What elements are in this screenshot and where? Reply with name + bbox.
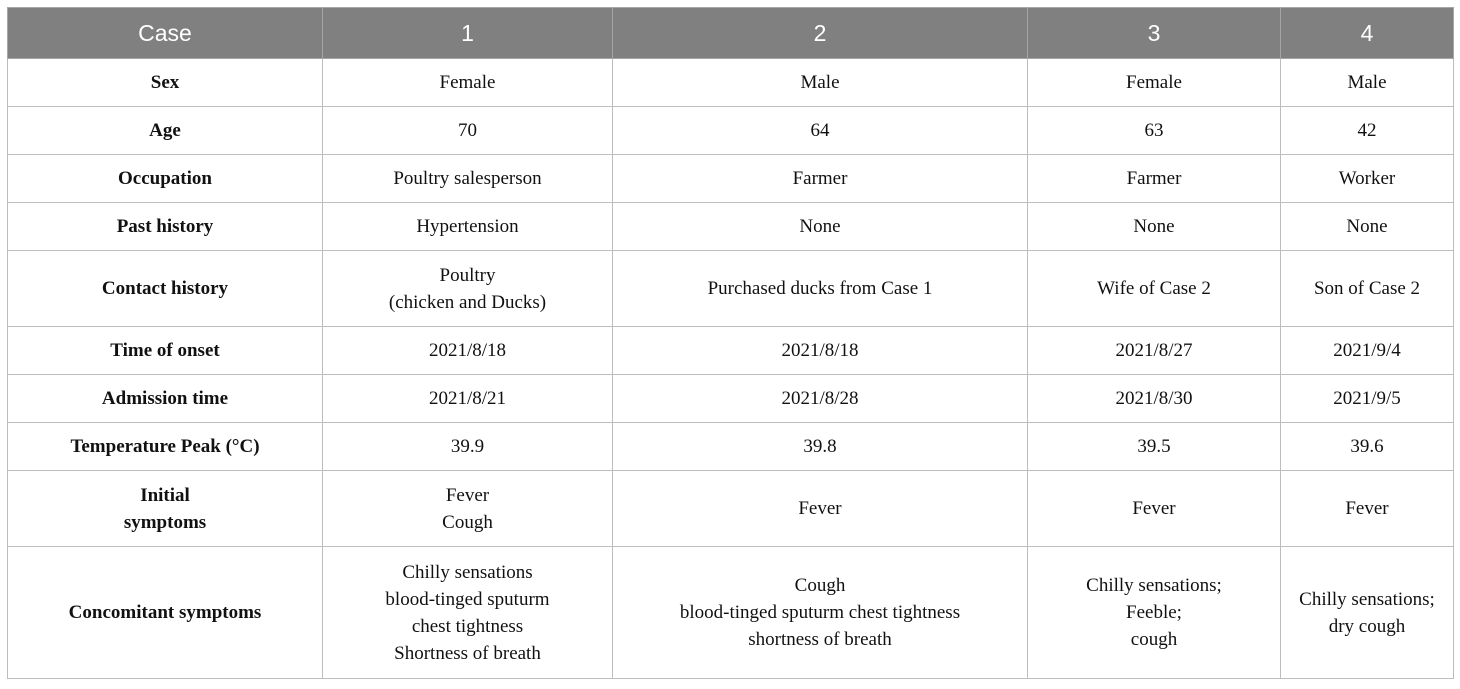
cell-concomitant-symptoms-case-2: Cough blood-tinged sputurm chest tightness shortness of breath xyxy=(613,547,1028,679)
cell-contact-history-case-4: Son of Case 2 xyxy=(1281,251,1454,327)
cell-contact-history-case-3: Wife of Case 2 xyxy=(1028,251,1281,327)
cell-contact-history-case-2: Purchased ducks from Case 1 xyxy=(613,251,1028,327)
row-age xyxy=(8,107,1454,155)
cell-admission-time-case-4: 2021/9/5 xyxy=(1281,375,1454,423)
cell-occupation-case-1: Poultry salesperson xyxy=(323,155,613,203)
cell-occupation-case-4: Worker xyxy=(1281,155,1454,203)
cell-age-case-1: 70 xyxy=(323,107,613,155)
row-past-history xyxy=(8,203,1454,251)
cell-temperature-peak-case-1: 39.9 xyxy=(323,423,613,471)
cell-concomitant-symptoms-case-1: Chilly sensations blood-tinged sputurm chest tightness Shortness of breath xyxy=(323,547,613,679)
row-label-initial-symptoms: Initial symptoms xyxy=(8,471,323,547)
cell-time-of-onset-case-3: 2021/8/27 xyxy=(1028,327,1281,375)
row-label-occupation: Occupation xyxy=(8,155,323,203)
row-temperature-peak xyxy=(8,423,1454,471)
cell-initial-symptoms-case-1: Fever Cough xyxy=(323,471,613,547)
cell-age-case-2: 64 xyxy=(613,107,1028,155)
case-table-container xyxy=(7,7,1453,679)
cell-sex-case-3: Female xyxy=(1028,59,1281,107)
row-label-contact-history: Contact history xyxy=(8,251,323,327)
row-time-of-onset xyxy=(8,327,1454,375)
cell-initial-symptoms-case-2: Fever xyxy=(613,471,1028,547)
cell-occupation-case-2: Farmer xyxy=(613,155,1028,203)
cell-age-case-3: 63 xyxy=(1028,107,1281,155)
header-case-4: 4 xyxy=(1281,8,1454,59)
cell-temperature-peak-case-2: 39.8 xyxy=(613,423,1028,471)
cell-past-history-case-3: None xyxy=(1028,203,1281,251)
cell-temperature-peak-case-4: 39.6 xyxy=(1281,423,1454,471)
cell-time-of-onset-case-2: 2021/8/18 xyxy=(613,327,1028,375)
row-label-sex: Sex xyxy=(8,59,323,107)
row-initial-symptoms xyxy=(8,471,1454,547)
row-label-time-of-onset: Time of onset xyxy=(8,327,323,375)
cell-past-history-case-2: None xyxy=(613,203,1028,251)
header-case-2: 2 xyxy=(613,8,1028,59)
cell-past-history-case-4: None xyxy=(1281,203,1454,251)
cell-sex-case-4: Male xyxy=(1281,59,1454,107)
cell-concomitant-symptoms-case-3: Chilly sensations; Feeble; cough xyxy=(1028,547,1281,679)
cell-concomitant-symptoms-case-4: Chilly sensations; dry cough xyxy=(1281,547,1454,679)
cell-contact-history-case-1: Poultry (chicken and Ducks) xyxy=(323,251,613,327)
cell-initial-symptoms-case-3: Fever xyxy=(1028,471,1281,547)
row-label-age: Age xyxy=(8,107,323,155)
cell-admission-time-case-1: 2021/8/21 xyxy=(323,375,613,423)
cell-sex-case-1: Female xyxy=(323,59,613,107)
row-concomitant-symptoms xyxy=(8,547,1454,679)
cell-sex-case-2: Male xyxy=(613,59,1028,107)
header-row xyxy=(8,8,1454,59)
case-table xyxy=(7,7,1454,679)
cell-admission-time-case-2: 2021/8/28 xyxy=(613,375,1028,423)
cell-initial-symptoms-case-4: Fever xyxy=(1281,471,1454,547)
cell-time-of-onset-case-4: 2021/9/4 xyxy=(1281,327,1454,375)
row-contact-history xyxy=(8,251,1454,327)
row-label-past-history: Past history xyxy=(8,203,323,251)
header-case-label: Case xyxy=(8,8,323,59)
cell-temperature-peak-case-3: 39.5 xyxy=(1028,423,1281,471)
header-case-1: 1 xyxy=(323,8,613,59)
row-label-admission-time: Admission time xyxy=(8,375,323,423)
cell-admission-time-case-3: 2021/8/30 xyxy=(1028,375,1281,423)
row-occupation xyxy=(8,155,1454,203)
row-label-temperature-peak: Temperature Peak (°C) xyxy=(8,423,323,471)
row-label-concomitant-symptoms: Concomitant symptoms xyxy=(8,547,323,679)
header-case-3: 3 xyxy=(1028,8,1281,59)
row-admission-time xyxy=(8,375,1454,423)
cell-past-history-case-1: Hypertension xyxy=(323,203,613,251)
cell-age-case-4: 42 xyxy=(1281,107,1454,155)
cell-occupation-case-3: Farmer xyxy=(1028,155,1281,203)
row-sex xyxy=(8,59,1454,107)
cell-time-of-onset-case-1: 2021/8/18 xyxy=(323,327,613,375)
